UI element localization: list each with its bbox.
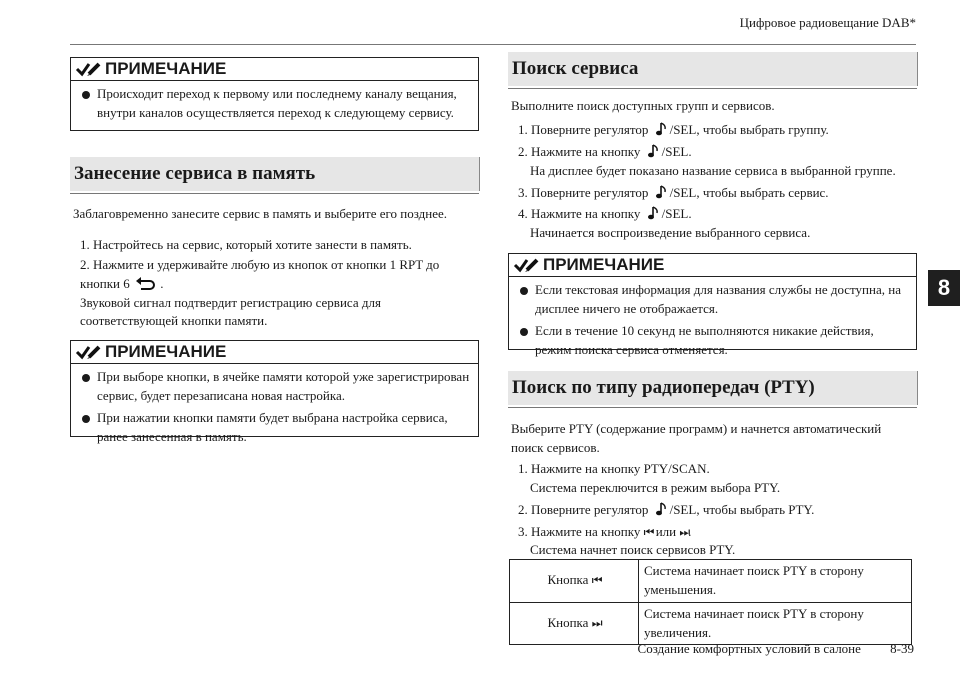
header-divider xyxy=(70,44,916,45)
pty-steps xyxy=(518,460,918,560)
table-value-cell: Система начинает поиск PTY в сторону увеличения. xyxy=(639,602,912,645)
note-list xyxy=(509,277,916,368)
pty-button-table xyxy=(509,559,912,645)
heading-underline xyxy=(70,193,479,194)
note-item: Если в течение 10 секунд не выполняются никакие действия, режим поиска сервиса отменяется. xyxy=(515,322,910,360)
note-pencil-icon xyxy=(75,344,101,360)
note-item: Происходит переход к первому или последнему каналу вещания, внутри каналов осуществляется переход к следующему сервису. xyxy=(77,85,472,123)
store-step-1: 1. Настройтесь на сервис, который хотите занести в память. xyxy=(80,237,412,252)
note-list xyxy=(71,81,478,132)
table-row xyxy=(510,560,912,603)
store-intro: Заблаговременно занесите сервис в память и выберите его позднее. xyxy=(73,206,447,221)
note-header xyxy=(509,254,916,277)
table-key-cell: Кнопка ⏮ xyxy=(510,560,639,603)
search-intro: Выполните поиск доступных групп и сервисов. xyxy=(511,98,775,113)
section-heading-pty xyxy=(508,371,918,405)
skip-forward-icon: ⏭ xyxy=(679,524,689,539)
page-number: 8-39 xyxy=(890,641,914,656)
search-step-3: 3. Поверните регулятор /SEL, чтобы выбрать сервис. xyxy=(518,184,829,200)
search-step-2: 2. Нажмите на кнопку /SEL. xyxy=(518,143,692,159)
pty-intro: Выберите PTY (содержание программ) и начнется автоматический поиск сервисов. xyxy=(511,421,882,455)
music-note-knob-icon xyxy=(644,143,662,159)
section-heading-store xyxy=(70,157,480,191)
music-note-knob-icon xyxy=(652,501,670,517)
pty-step-3-note: Система начнет поиск сервисов PTY. xyxy=(530,542,736,558)
section-title: Поиск сервиса xyxy=(512,58,639,80)
note-box-1 xyxy=(70,57,479,131)
skip-back-icon: ⏮ xyxy=(591,573,601,588)
section-title: Занесение сервиса в память xyxy=(74,163,316,185)
note-pencil-icon xyxy=(75,61,101,77)
pty-step-2: 2. Поверните регулятор /SEL, чтобы выбрать PTY. xyxy=(518,501,815,517)
note-item: При выборе кнопки, в ячейке памяти которой уже зарегистрирован сервис, будет перезаписана новая настройка. xyxy=(77,368,472,406)
pty-step-1: 1. Нажмите на кнопку PTY/SCAN. xyxy=(518,461,710,476)
search-step-4-note: Начинается воспроизведение выбранного сервиса. xyxy=(530,225,811,241)
note-header xyxy=(71,341,478,364)
note-list xyxy=(71,364,478,455)
store-steps xyxy=(80,236,476,331)
note-box-2 xyxy=(70,340,479,444)
note-title: ПРИМЕЧАНИЕ xyxy=(105,341,227,361)
skip-back-icon: ⏮ xyxy=(643,524,653,539)
note-item: Если текстовая информация для названия службы не доступна, на дисплее ничего не отображается. xyxy=(515,281,910,319)
page-footer xyxy=(638,640,914,659)
search-step-1: 1. Поверните регулятор /SEL, чтобы выбрать группу. xyxy=(518,122,829,137)
music-note-knob-icon xyxy=(652,121,670,137)
note-title: ПРИМЕЧАНИЕ xyxy=(543,254,665,274)
skip-forward-icon: ⏭ xyxy=(591,616,601,631)
search-steps xyxy=(518,121,918,243)
note-box-3 xyxy=(508,253,917,357)
section-heading-search xyxy=(508,52,918,86)
music-note-knob-icon xyxy=(652,184,670,200)
note-header xyxy=(71,58,478,81)
section-title: Поиск по типу радиопередач (PTY) xyxy=(512,377,815,399)
pty-step-1-note: Система переключится в режим выбора PTY. xyxy=(530,479,781,495)
search-step-4: 4. Нажмите на кнопку /SEL. xyxy=(518,206,692,222)
heading-underline xyxy=(508,88,917,89)
return-arrow-icon xyxy=(135,276,157,290)
store-step-2: 2. Нажмите и удерживайте любую из кнопок от кнопки 1 RPT до кнопки 6 . xyxy=(80,256,440,291)
search-step-2-note: На дисплее будет показано название сервиса в выбранной группе. xyxy=(530,162,896,178)
pty-step-3: 3. Нажмите на кнопку ⏮ или ⏭. xyxy=(518,523,692,539)
running-header-title: Цифровое радиовещание DAB* xyxy=(739,15,916,30)
music-note-knob-icon xyxy=(644,205,662,221)
note-title: ПРИМЕЧАНИЕ xyxy=(105,58,227,78)
chapter-tab: 8 xyxy=(928,270,960,306)
store-step-2-note: Звуковой сигнал подтвердит регистрацию сервиса для соответствующей кнопки памяти. xyxy=(80,294,381,329)
table-value-cell: Система начинает поиск PTY в сторону уменьшения. xyxy=(639,560,912,603)
note-pencil-icon xyxy=(513,257,539,273)
heading-underline xyxy=(508,407,917,408)
footer-section: Создание комфортных условий в салоне xyxy=(637,641,861,656)
table-key-cell: Кнопка ⏭ xyxy=(510,602,639,645)
note-item: При нажатии кнопки памяти будет выбрана настройка сервиса, ранее занесенная в память. xyxy=(77,409,472,447)
table-row xyxy=(510,602,912,645)
